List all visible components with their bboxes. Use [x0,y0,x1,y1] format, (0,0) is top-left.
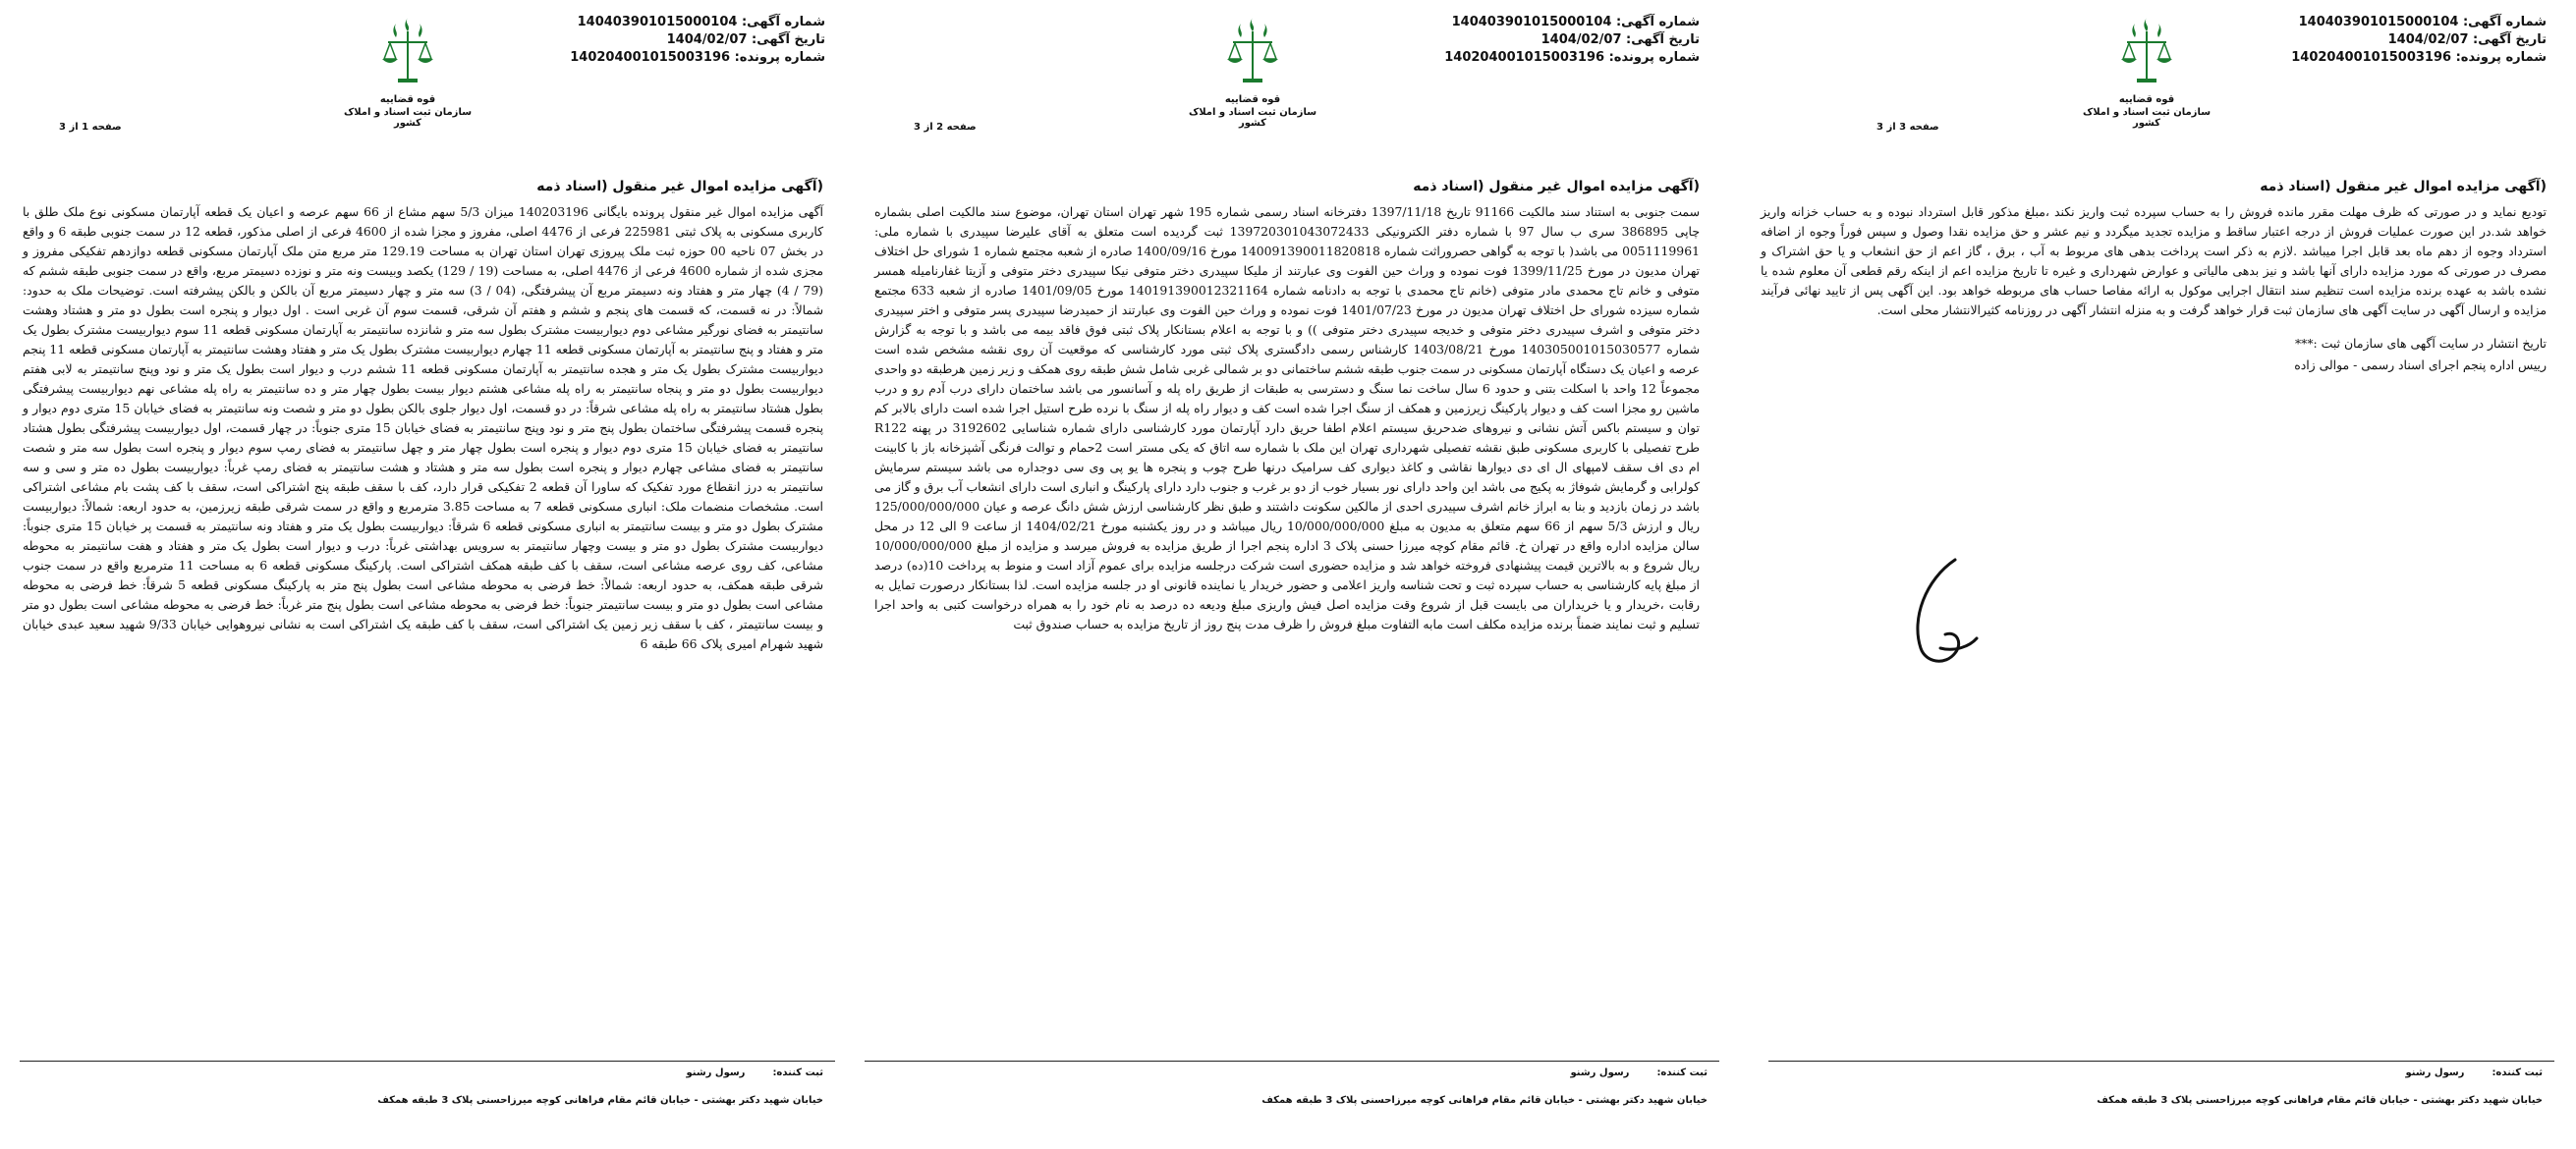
ad-date-label: تاریخ آگهی: [2473,32,2547,47]
registrar-name: رسول رشنو [2405,1067,2465,1078]
publication-date-line: تاریخ انتشار در سایت آگهی های سازمان ثبت :*** [2294,336,2547,351]
page-title: (آگهی مزایده اموال غیر منقول (اسناد ذمه [536,179,823,194]
ad-number-label: شماره آگهی: [1615,15,1700,29]
page-title: (آگهی مزایده اموال غیر منقول (اسناد ذمه [2260,179,2547,194]
ad-number-label: شماره آگهی: [741,15,825,29]
signature-icon [1886,550,1994,678]
ad-number-label: شماره آگهی: [2462,15,2547,29]
officer-line: رییس اداره پنجم اجرای اسناد رسمی - موالی زاده [2294,357,2547,372]
footer-address: خیابان شهید دکتر بهشتی - خیابان قائم مقام فراهانی کوچه میرزاحسنی پلاک 3 طبقه همکف [1261,1095,1708,1106]
ad-date-label: تاریخ آگهی: [752,32,825,47]
judiciary-emblem [334,14,481,129]
scales-of-justice-icon [2117,14,2176,92]
file-number: 140204001015003196 [2291,50,2452,65]
page-title: (آگهی مزایده اموال غیر منقول (اسناد ذمه [1413,179,1700,194]
registrar-label: ثبت کننده: [1656,1067,1708,1078]
body-paragraph: سمت جنوبی به استناد سند مالکیت 91166 تاریخ 1397/11/18 دفترخانه اسناد رسمی شماره 195 شهر تهران استان تهران، موضوع سند مالکیت اصلی بشماره چاپی 386895 سری ب سال 97 با شماره دفتر الکترونیکی 139720301043072433 ثبت گردیده است متعلق به آقای علیرضا سپیدری با شماره ملی: 0051119961 می باشد( با توجه به گواهی حصروراثت شماره 140091390011820818 مورخ 1400/09/16 صادره از شعبه مجتمع شماره 1 شورای حل اختلاف تهران مدیون در مورخ 1399/11/25 فوت نموده و وراث حین الفوت وی عبارتند از ملیکا سپیدری دختر متوفی نیکا سپیدری دختر متوفی و آزیتا غفارنامیله همسر متوفی و خانم تاج محمدی مادر متوفی (خانم تاج محمدی با توجه به دادنامه شماره 140191390012321164 مورخ 1401/09/05 صادره از شعبه 633 مجتمع شماره سیزده شورای حل اختلاف تهران مدیون در مورخ 1401/07/23 فوت نموده و وراث حین الفوت وی عبارتند از حمیدرضا سپیدری پسر متوفی و اختر سپیدری دختر متوفی و اشرف سپیدری دختر متوفی و خدیجه سپیدری دختر متوفی )) و با توجه به اعلام بستانکار پلاک ثبتی فوق فاقد بیمه می باشد و با توجه به گزارش شماره 140305001015030577 مورخ 1403/08/21 کارشناس رسمی دادگستری پلاک ثبتی مورد کارشناسی که موقعیت آن روی نقشه مشخص شده است عرصه و اعیان یک دستگاه آپارتمان مسکونی در سمت جنوب طبقه ششم ساختمانی دو بر شمالی غربی شامل شش طبقه روی همکف و زیر زمین هرطبقه دو واحدی مجموعاً 12 واحد با اسکلت بتنی و حدود 6 سال ساخت نما سنگ و دسترسی به طبقات از طریق راه پله و آسانسور می باشد ساختمان دارای درب آدم رو و درب ماشین رو مجزا است کف و دیوار پارکینگ زیرزمین و همکف از سنگ اجرا شده است کف و دیوار راه پله از سنگ با نرده طرح استیل اجرا شده است دارای بالابر کم توان و سیستم باکس آتش نشانی و نیروهای ضدحریق سیستم اعلام اطفا حریق دارد آپارتمان مورد کارشناسی دارای شماره شناسایی 3192602 در پهنه R122 طرح تفصیلی با کاربری مسکونی طبق نقشه تفصیلی شهرداری تهران این ملک با شماره سه اتاق که یکی مستر است 2حمام و توالت فرنگی آشپزخانه باز با کابینت ام دی اف سقف لامپهای ال ای دی دیوارها نقاشی و کاغذ دیواری کف سرامیک درنها طرح چوب و پنجره ها یو پی وی سی دوجداره می باشد سیستم سرمایش کولرابی و گرمایش شوفاژ به پکیج می باشد این واحد دارای نور بسیار خوب از دو بر غرب و جنوب دارد دارای پارکینگ و انباری است دارای انشعاب آب برق و گاز می باشد در زمان بازدید و بنا به ابراز خانم اشرف سپیدری احدی از مالکین سکونت داشتند و طبق نظر کارشناسی ارزش شش دانگ عرصه و عیان 125/000/000/000 ریال و ارزش 5/3 سهم از 66 سهم متعلق به مدیون به مبلغ 10/000/000/000 ریال میباشد و در روز یکشنبه مورخ 1404/02/21 از ساعت 9 الی 12 در محل سالن مزایده اداره واقع در تهران خ. قائم مقام کوچه میرزا حسنی پلاک 3 اداره پنجم اجرا از طریق مزایده به فروش میرسد و مزایده از مبلغ 10/000/000/000 ریال شروع و به بالاترین قیمت پیشنهادی فروخته خواهد شد و مزایده حضوری است شرکت درجلسه مزایده برای عموم آزاد است و منوط به پرداخت 10(ده) درصد از مبلغ پایه کارشناسی به حساب سپرده ثبت و تحت شناسه واریز اعلامی و حضور خریدار یا نماینده قانونی او در جلسه مزایده است. لذا بستانکار درصورت تمایل به رقابت ،خریدار و یا خریداران می بایست قبل از شروع وقت مزایده اصل فیش واریزی مبلغ ودیعه ده درصد به نام خود را به همراه درخواست کتبی به واحد اجرا تسلیم و ثبت نمایند ضمناً برنده مزایده مکلف است مابه التفاوت مبلغ فروش را ظرف مدت پنج روز از تاریخ مزایده به حساب صندوق ثبت [874,204,1701,631]
judiciary-emblem [1179,14,1326,129]
page-number: صفحه 3 از 3 [1876,122,1939,133]
ad-number: 140403901015000104 [1451,15,1612,29]
header-info [2291,14,2547,67]
footer [1768,1061,2554,1121]
scales-of-justice-icon [1223,14,1282,92]
page-number: صفحه 1 از 3 [59,122,122,133]
document-page-3-of-3 [1739,0,2576,1149]
footer-address: خیابان شهید دکتر بهشتی - خیابان قائم مقام فراهانی کوچه میرزاحسنی پلاک 3 طبقه همکف [377,1095,823,1106]
ad-number: 140403901015000104 [2298,15,2459,29]
footer [865,1061,1719,1121]
registrar-name: رسول رشنو [686,1067,746,1078]
scales-of-justice-icon [378,14,437,92]
judiciary-name: قوه قضاییه [2118,94,2175,105]
file-number-label: شماره پرونده: [1608,50,1700,65]
registrar-label: ثبت کننده: [2492,1067,2543,1078]
org-name: سازمان ثبت اسناد و املاک کشور [2082,107,2212,129]
document-body [1761,202,2547,389]
footer [20,1061,835,1121]
document-body [23,202,823,668]
org-name: سازمان ثبت اسناد و املاک کشور [1188,107,1317,129]
judiciary-name: قوه قضاییه [1224,94,1281,105]
registrar-label: ثبت کننده: [772,1067,823,1078]
header-info [1444,14,1700,67]
file-number-label: شماره پرونده: [734,50,825,65]
body-paragraph: تودیع نماید و در صورتی که ظرف مهلت مقرر مانده فروش را به حساب سپرده ثبت واریز نکند ،مبلغ مذکور قابل استرداد نبوده و به حساب خزانه واریز خواهد شد.در این صورت عملیات فروش از درجه اعتبار ساقط و مزایده تجدید میگردد و نیم عشر و حق مزایده نقدا وصول و سپس فوراً وجوه از اضافه استرداد وجوه از دهم ماه بعد قابل اجرا میباشد .لازم به ذکر است پرداخت بدهی های مربوط به آب ، برق ، گاز اعم از حق انشعاب و یا حق اشتراک و مصرف در صورتی که مورد مزایده دارای آنها باشد و نیز بدهی مالیاتی و عوارض شهرداری و غیره تا تاریخ مزایده اعم از اینکه رقم قطعی آن معلوم شده یا نشده باشد به عهده برنده مزایده است تنظیم سند انتقال اجرایی موکول به ارائه مفاصا حساب های مربوطه خواهد بود. این آگهی پس از تایید نهائی فرآیند مزایده و ارسال آگهی در سایت آگهی های سازمان ثبت قرار خواهد گرفت و به منزله انتشار آگهی در روزنامه کثیرالانتشار محلی است. [1761,204,2547,317]
file-number: 140204001015003196 [570,50,731,65]
document-page-2-of-3 [855,0,1729,1149]
file-number: 140204001015003196 [1444,50,1605,65]
judiciary-name: قوه قضاییه [379,94,436,105]
document-body [874,202,1700,648]
ad-date-label: تاریخ آگهی: [1626,32,1700,47]
org-name: سازمان ثبت اسناد و املاک کشور [343,107,473,129]
registrar-name: رسول رشنو [1570,1067,1630,1078]
document-page-1-of-3 [0,0,845,1149]
file-number-label: شماره پرونده: [2455,50,2547,65]
judiciary-emblem [2073,14,2220,129]
ad-number: 140403901015000104 [577,15,738,29]
page-number: صفحه 2 از 3 [914,122,977,133]
header-info [570,14,825,67]
ad-date: 1404/02/07 [1540,32,1622,47]
body-paragraph: آگهی مزایده اموال غیر منقول پرونده بایگانی 140203196 میزان 5/3 سهم مشاع از 66 سهم عرصه و اعیان یک قطعه آپارتمان مسکونی نوع ملک طلق با کاربری مسکونی به پلاک ثبتی 225981 فرعی از 4476 اصلی، مفروز و مجزا شده از 4600 فرعی از اصلی مذکور، قطعه 12 در سمت جنوبی طبقه 6 و واقع در بخش 07 ناحیه 00 حوزه ثبت ملک پیروزی تهران استان تهران به مساحت 129.19 متر مربع متن ملک آپارتمان مسکونی قطعه دوازدهم تفکیکی مفروز و مجزی شده از شماره 4600 فرعی از 4476 اصلی، به مساحت (19 / 129) یکصد وبیست ونه متر و نوزده دسیمتر مربع، واقع در سمت جنوبی طبقه ششم که (79 / 4) چهار متر و هفتاد ونه دسیمتر مربع آن پیشرفتگی، (04 / 3) سه متر و چهار دسیمتر مربع آن بالکن و بالکن پیشرفته است. توضیحات ملک به حدود: شمالاً: در نه قسمت، که قسمت های پنجم و ششم و هفتم آن شرقی، قسمت سوم آن غربی است . اول دیوار و پنجره است بطول دو متر و هشتاد وهشت سانتیمتر به فضای نورگیر مشاعی دوم دیواربیست مشترک بطول سه متر و شانزده سانتیمتر به آپارتمان مسکونی قطعه 11 سوم دیواربیست مشترک بطول یک متر و هفتاد و پنج سانتیمتر به آپارتمان مسکونی قطعه 11 چهارم دیواربیست مشترک بطول یک متر و هفتاد وهشت سانتیمتر به آپارتمان مسکونی قطعه 11 پنجم دیواربیست مشترک بطول یک متر و هجده سانتیمتر به آپارتمان مسکونی قطعه 11 ششم درب و دیوار است بطول یک متر و نود وپنج سانتیمتر به لابی هفتم دیواربیست بطول دو متر و پنجاه سانتیمتر به راه پله مشاعی هشتم دیوار بیست بطول چهار متر و ده سانتیمتر به راه پله مشاعی نهم دیواربیست پیشرفتگی بطول هشتاد سانتیمتر به راه پله مشاعی شرقاً: در دو قسمت، اول دیوار جلوی بالکن بطول دو متر و شصت ونه سانتیمتر به فضای خیابان 15 متری دوم دیوار و پنجره قسمت پیشرفتگی ساختمان بطول پنج متر و نود وپنج سانتیمتر به فضای خیابان 15 متری جنوباً: در چهار قسمت، اول دیواربیست پیشرفتگی بطول هشتاد سانتیمتر به فضای خیابان 15 متری دوم دیوار و پنجره است بطول چهار متر و چهل سانتیمتر به فضای رمپ سوم دیوار و پنجره است بطول سه متر و شصت سانتیمتر به فضای مشاعی چهارم دیوار و پنجره است بطول سه متر و هشتاد و هشت سانتیمتر به فضای رمپ غرباً: دیواربیست بطول ده متر و سی و سه سانتیمتر به درز انقطاع مورد تفکیک که ساورا آن قطعه 2 تفکیکی قرار دارد، کف با سقف طبقه پنج اشتراکی است، سقف با کف پشت بام مشاعی اشتراکی است. مشخصات منضمات ملک: انباری مسکونی قطعه 7 به مساحت 3.85 مترمربع و واقع در سمت شرقی طبقه زیرزمین، به حدود اربعه: شمالاً: دیواربیست مشترک بطول دو متر و بیست سانتیمتر به انباری مسکونی قطعه 6 شرقاً: دیواربیست بطول یک متر و هفتاد ونه سانتیمتر به قسمت پر خیابان 15 متری جنوباً: دیواربیست مشترک بطول دو متر و بیست وچهار سانتیمتر به سرویس بهداشتی غرباً: درب و دیوار است بطول یک متر و هفتاد و هفت سانتیمتر به محوطه مشاعی، کف روی عرصه مشاعی است، سقف با کف طبقه همکف اشتراکی است. پارکینگ مسکونی قطعه 6 به مساحت 11 مترمربع واقع در سمت جنوب شرقی طبقه همکف، به حدود اربعه: شمالاً: خط فرضی به محوطه مشاعی است بطول پنج متر به پارکینگ مسکونی قطعه 5 شرقاً: خط فرضی به محوطه مشاعی است بطول دو متر و بیست سانتیمتر جنوباً: خط فرضی به محوطه مشاعی است بطول پنج متر غرباً: خط فرضی به محوطه مشاعی است بطول دو متر و بیست سانتیمتر ، کف با سقف زیر زمین یک اشتراکی است، سقف با کف طبقه یک اشتراکی است به نشانی نیروهوایی خیابان 9/33 شهید سعید عبدی خیابان شهید شهرام امیری پلاک 66 طبقه 6 [23,204,824,651]
ad-date: 1404/02/07 [666,32,748,47]
ad-date: 1404/02/07 [2387,32,2469,47]
footer-address: خیابان شهید دکتر بهشتی - خیابان قائم مقام فراهانی کوچه میرزاحسنی پلاک 3 طبقه همکف [2097,1095,2543,1106]
